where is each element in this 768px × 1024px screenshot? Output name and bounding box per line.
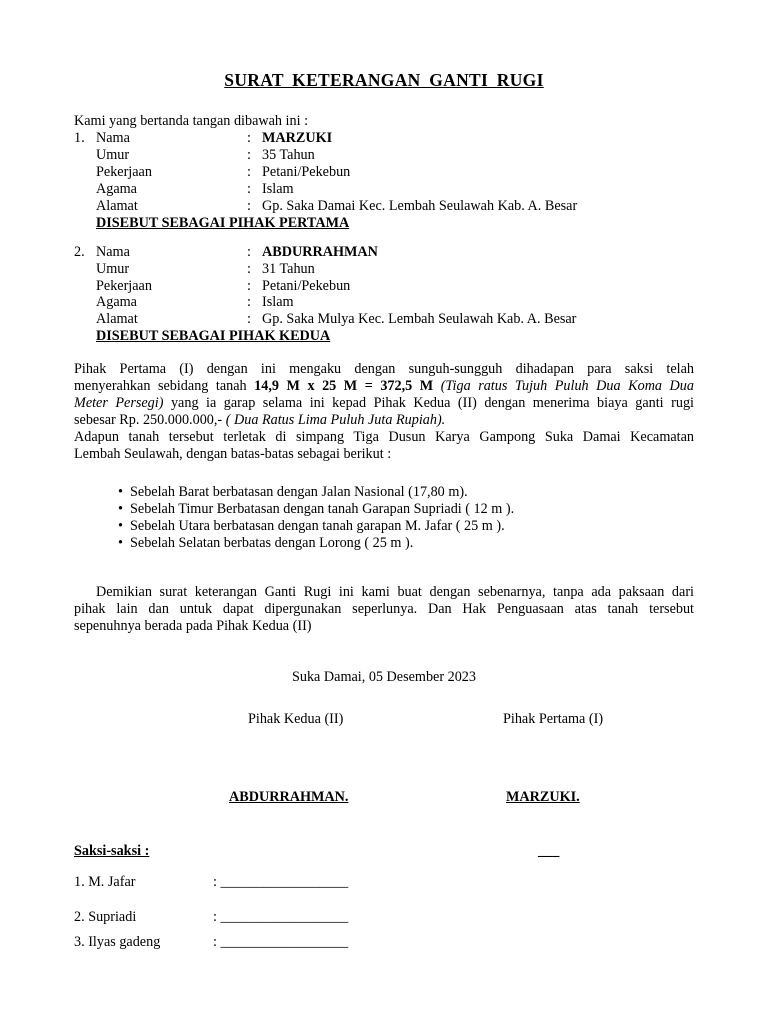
list-item — [118, 484, 514, 501]
field-colon: : — [247, 164, 251, 180]
party2-heading: DISEBUT SEBAGAI PIHAK KEDUA — [96, 328, 331, 344]
field-value: Islam — [262, 181, 294, 197]
signature-left-name: ABDURRAHMAN. — [229, 789, 349, 805]
field-colon: : — [247, 147, 251, 163]
payment-amount: sebesar Rp. 250.000.000,- — [74, 412, 226, 428]
field-colon: : — [247, 311, 251, 327]
body-text: menyerahkan sebidang tanah — [74, 378, 255, 394]
place-date: Suka Damai, 05 Desember 2023 — [291, 669, 476, 685]
signature-left-label: Pihak Kedua (II) — [248, 711, 344, 727]
closing-line: sepenuhnya berada pada Pihak Kedua (II) — [74, 618, 312, 634]
bullet-icon: • — [118, 484, 123, 500]
field-value: Gp. Saka Damai Kec. Lembah Seulawah Kab. A. Besar — [262, 198, 578, 214]
field-colon: : — [247, 198, 251, 214]
party1-heading: DISEBUT SEBAGAI PIHAK PERTAMA — [96, 215, 350, 231]
boundary-list — [118, 484, 514, 552]
field-label: Nama — [96, 130, 130, 146]
list-item — [118, 501, 514, 518]
signature-right-name: MARZUKI. — [506, 789, 580, 805]
body-line — [74, 395, 694, 412]
witness-signature-line: : __________________ — [213, 874, 349, 890]
body-line — [74, 412, 694, 429]
party2-number: 2. — [74, 244, 85, 260]
list-item-text: Sebelah Timur Berbatasan dengan tanah Garapan Supriadi ( 12 m ). — [130, 501, 515, 517]
party2-name-value: ABDURRAHMAN — [262, 244, 378, 260]
witness-name: 1. M. Jafar — [74, 874, 136, 890]
body-line: Lembah Seulawah, dengan batas-batas sebagai berikut : — [74, 446, 392, 462]
closing-line: pihak lain dan untuk dapat dipergunakan seperlunya. Dan Hak Penguasaan atas tanah tersebut — [74, 601, 694, 617]
field-value: Gp. Saka Mulya Kec. Lembah Seulawah Kab. A. Besar — [262, 311, 577, 327]
witness-signature-line: : __________________ — [213, 934, 349, 950]
field-label: Alamat — [96, 198, 138, 214]
witness-right-mark: ___ — [538, 843, 560, 859]
field-label: Nama — [96, 244, 130, 260]
bullet-icon: • — [118, 501, 123, 517]
closing-paragraph — [74, 584, 694, 635]
field-label: Umur — [96, 147, 130, 163]
intro-text: Kami yang bertanda tangan dibawah ini : — [74, 113, 309, 129]
witness-name: 3. Ilyas gadeng — [74, 934, 161, 950]
field-colon: : — [247, 244, 251, 260]
list-item — [118, 535, 514, 552]
party1-number: 1. — [74, 130, 85, 146]
witness-name: 2. Supriadi — [74, 909, 137, 925]
signature-right-label: Pihak Pertama (I) — [503, 711, 604, 727]
party1-name-value: MARZUKI — [262, 130, 333, 146]
field-label: Agama — [96, 181, 137, 197]
list-item-text: Sebelah Selatan berbatas dengan Lorong ( 25 m ). — [130, 535, 414, 551]
land-size-words: (Tiga ratus Tujuh Puluh Dua Koma Dua — [433, 378, 694, 394]
bullet-icon: • — [118, 518, 123, 534]
bullet-icon: • — [118, 535, 123, 551]
field-label: Umur — [96, 261, 130, 277]
field-value: Petani/Pekebun — [262, 164, 351, 180]
field-label: Alamat — [96, 311, 138, 327]
field-value: 31 Tahun — [262, 261, 315, 277]
field-colon: : — [247, 130, 251, 146]
land-size-words: Meter Persegi) — [74, 395, 164, 411]
field-label: Pekerjaan — [96, 278, 152, 294]
field-label: Agama — [96, 294, 137, 310]
witness-signature-line: : __________________ — [213, 909, 349, 925]
closing-line: Demikian surat keterangan Ganti Rugi ini kami buat dengan sebenarnya, tanpa ada paksaan dari — [96, 584, 694, 600]
field-value: 35 Tahun — [262, 147, 315, 163]
field-value: Islam — [262, 294, 294, 310]
field-colon: : — [247, 294, 251, 310]
land-size: 14,9 M x 25 M = 372,5 M — [254, 378, 434, 394]
body-line: Pihak Pertama (I) dengan ini mengaku dengan sunguh-sungguh dihadapan para saksi telah — [74, 361, 694, 377]
field-value: Petani/Pekebun — [262, 278, 351, 294]
witness-heading: Saksi-saksi : — [74, 843, 150, 859]
list-item-text: Sebelah Utara berbatasan dengan tanah garapan M. Jafar ( 25 m ). — [130, 518, 505, 534]
payment-words: ( Dua Ratus Lima Puluh Juta Rupiah). — [225, 412, 446, 428]
field-label: Pekerjaan — [96, 164, 152, 180]
body-paragraph — [74, 361, 694, 463]
field-colon: : — [247, 278, 251, 294]
body-line: Adapun tanah tersebut terletak di simpang Tiga Dusun Karya Gampong Suka Damai Kecamatan — [74, 429, 694, 445]
list-item — [118, 518, 514, 535]
list-item-text: Sebelah Barat berbatasan dengan Jalan Nasional (17,80 m). — [130, 484, 468, 500]
body-text: yang ia garap selama ini kepad Pihak Kedua (II) dengan menerima biaya ganti rugi — [163, 395, 694, 411]
document-title: SURAT KETERANGAN GANTI RUGI — [224, 70, 544, 90]
field-colon: : — [247, 181, 251, 197]
body-line — [74, 378, 694, 395]
field-colon: : — [247, 261, 251, 277]
